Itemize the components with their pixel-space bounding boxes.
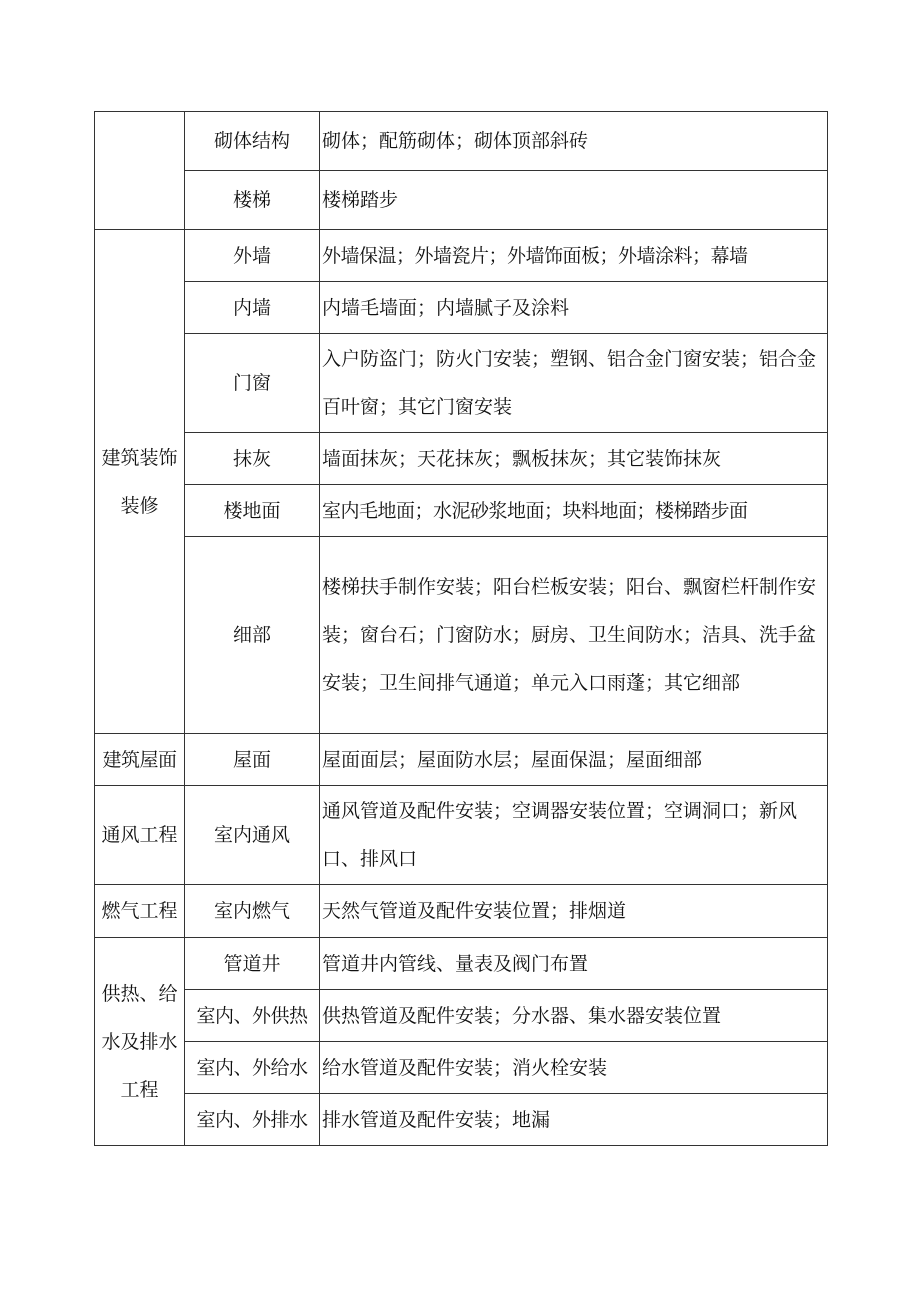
item-cell: 管道井 — [185, 938, 320, 990]
category-cell: 燃气工程 — [95, 885, 185, 938]
item-cell: 内墙 — [185, 282, 320, 334]
content-cell: 通风管道及配件安装；空调器安装位置；空调洞口；新风口、排风口 — [320, 786, 828, 885]
table-row — [95, 334, 828, 433]
item-cell: 室内、外排水 — [185, 1094, 320, 1146]
table-row — [95, 433, 828, 485]
content-cell: 天然气管道及配件安装位置；排烟道 — [320, 885, 828, 938]
item-cell: 细部 — [185, 537, 320, 734]
table-row — [95, 112, 828, 171]
content-cell: 室内毛地面；水泥砂浆地面；块料地面；楼梯踏步面 — [320, 485, 828, 537]
item-cell: 楼地面 — [185, 485, 320, 537]
content-cell: 供热管道及配件安装；分水器、集水器安装位置 — [320, 990, 828, 1042]
content-cell: 屋面面层；屋面防水层；屋面保温；屋面细部 — [320, 734, 828, 786]
table-row — [95, 938, 828, 990]
content-cell: 入户防盗门；防火门安装；塑钢、铝合金门窗安装；铝合金百叶窗；其它门窗安装 — [320, 334, 828, 433]
content-cell: 排水管道及配件安装；地漏 — [320, 1094, 828, 1146]
table-row — [95, 230, 828, 282]
category-cell: 供热、给水及排水工程 — [95, 938, 185, 1146]
content-cell: 楼梯扶手制作安装；阳台栏板安装；阳台、飘窗栏杆制作安装；窗台石；门窗防水；厨房、卫生间防水；洁具、洗手盆安装；卫生间排气通道；单元入口雨蓬；其它细部 — [320, 537, 828, 734]
table-row — [95, 1042, 828, 1094]
content-cell: 给水管道及配件安装；消火栓安装 — [320, 1042, 828, 1094]
inspection-items-table — [94, 111, 828, 1146]
category-cell: 建筑装饰装修 — [95, 230, 185, 734]
table-row — [95, 786, 828, 885]
table-row — [95, 171, 828, 230]
content-cell: 砌体；配筋砌体；砌体顶部斜砖 — [320, 112, 828, 171]
item-cell: 抹灰 — [185, 433, 320, 485]
item-cell: 门窗 — [185, 334, 320, 433]
category-cell — [95, 112, 185, 230]
item-cell: 室内、外给水 — [185, 1042, 320, 1094]
category-cell: 通风工程 — [95, 786, 185, 885]
item-cell: 室内通风 — [185, 786, 320, 885]
table-row — [95, 282, 828, 334]
content-cell: 楼梯踏步 — [320, 171, 828, 230]
table-row — [95, 485, 828, 537]
item-cell: 屋面 — [185, 734, 320, 786]
table-row — [95, 1094, 828, 1146]
table-row — [95, 734, 828, 786]
category-cell: 建筑屋面 — [95, 734, 185, 786]
content-cell: 外墙保温；外墙瓷片；外墙饰面板；外墙涂料；幕墙 — [320, 230, 828, 282]
item-cell: 楼梯 — [185, 171, 320, 230]
content-cell: 管道井内管线、量表及阀门布置 — [320, 938, 828, 990]
table-row — [95, 990, 828, 1042]
content-cell: 内墙毛墙面；内墙腻子及涂料 — [320, 282, 828, 334]
item-cell: 砌体结构 — [185, 112, 320, 171]
item-cell: 室内燃气 — [185, 885, 320, 938]
content-cell: 墙面抹灰；天花抹灰；飘板抹灰；其它装饰抹灰 — [320, 433, 828, 485]
table-row — [95, 537, 828, 734]
table-row — [95, 885, 828, 938]
item-cell: 室内、外供热 — [185, 990, 320, 1042]
item-cell: 外墙 — [185, 230, 320, 282]
